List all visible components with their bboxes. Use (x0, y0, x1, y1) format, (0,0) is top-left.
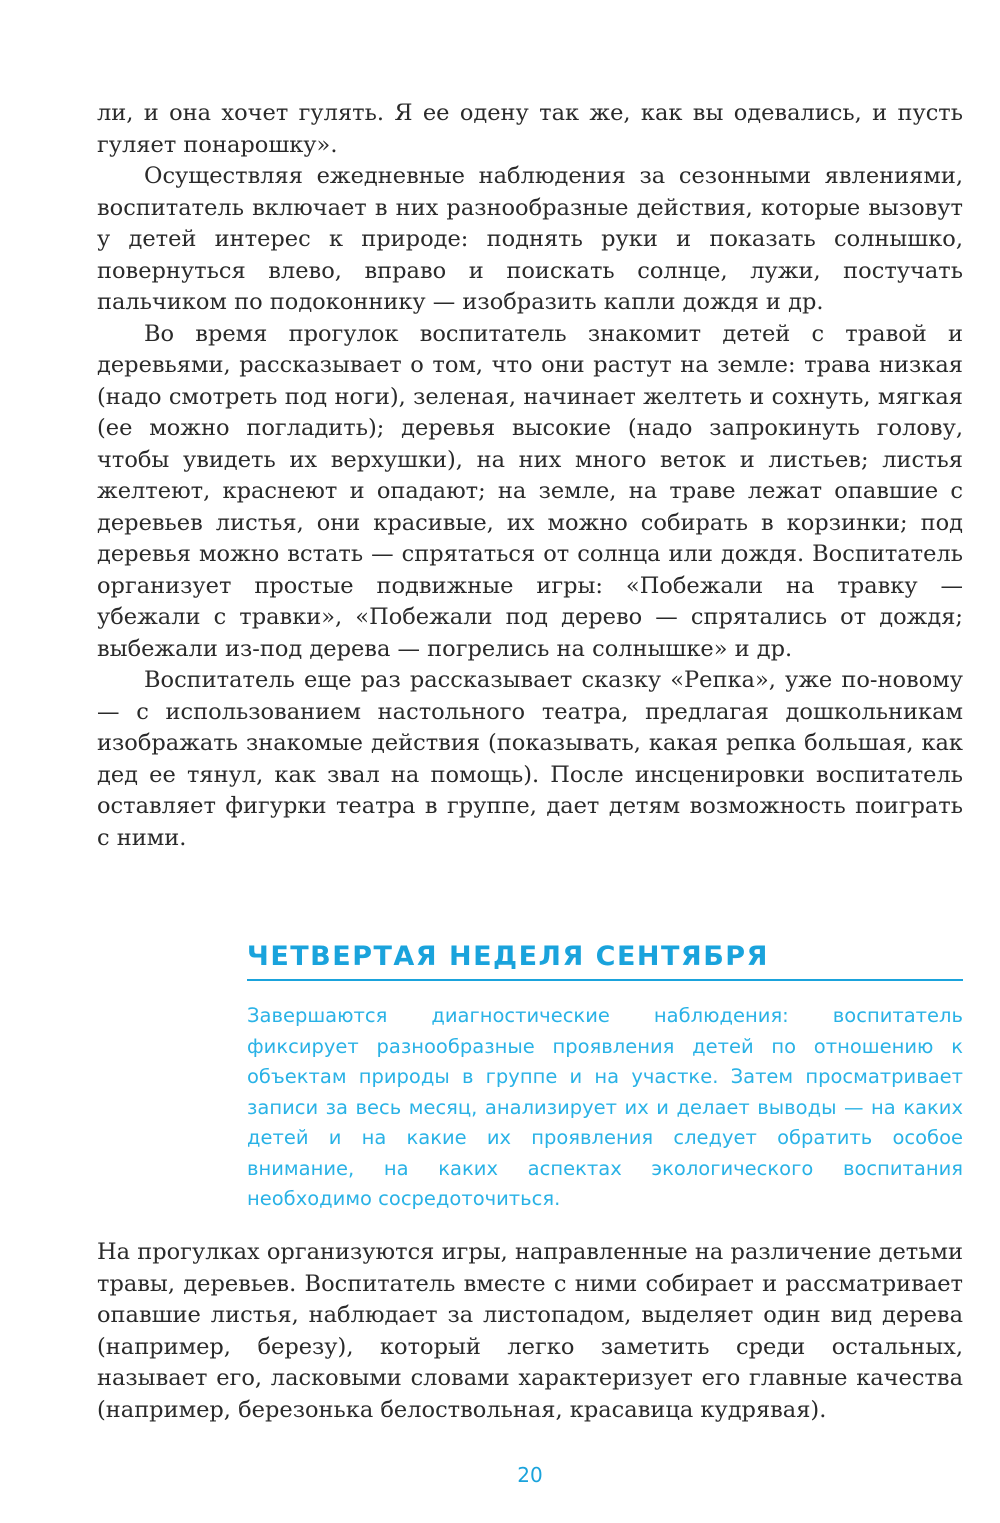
section-intro: Завершаются диагностические наблюдения: воспитатель фиксирует разнообразные проявления детей по отношению к объектам природы в группе и на участке. Затем просматривает записи за весь месяц, анализирует их и делает выводы — на каких детей и на какие их проявления следует обратить особое внимание, на каких аспектах экологического воспитания необходимо сосредоточиться. (247, 1004, 963, 1210)
paragraph-continuation: ли, и она хочет гулять. Я ее одену так же, как вы одевались, и пусть гуляет понарошку». (97, 100, 963, 158)
body-text-top (97, 98, 963, 854)
paragraph-walks: Во время прогулок воспитатель знакомит детей с травой и деревьями, рассказывает о том, что они растут на земле: трава низкая (надо смотреть под ноги), зеленая, начинает желтеть и сохнуть, мягкая (ее можно погладить); деревья высокие (надо запрокинуть голову, чтобы увидеть их верхушки), на них много веток и листьев; листья желтеют, краснеют и опадают; на земле, на траве лежат опавшие с деревьев листья, они красивые, их можно собирать в корзинки; под деревья можно встать — спрятаться от солнца или дождя. Воспитатель организует простые подвижные игры: «Побежали на травку — убежали с травки», «Побежали под дерево — спрятались от дождя; выбежали из-под дерева — погрелись на солнышке» и др. (97, 320, 963, 662)
paragraph-observations: Осуществляя ежедневные наблюдения за сезонными явлениями, воспитатель включает в них разнообразные действия, которые вызовут у детей интерес к природе: поднять руки и показать солнышко, повернуться влево, вправо и поискать солнце, лужи, постучать пальчиком по подоконнику — изобразить капли дождя и др. (97, 163, 963, 315)
page-number: 20 (517, 1463, 543, 1487)
section-divider (247, 979, 963, 981)
body-text-bottom (97, 1237, 963, 1426)
paragraph-repka: Воспитатель еще раз рассказывает сказку «Репка», уже по-новому — с использованием настольного театра, предлагая дошкольникам изображать знакомые действия (показывать, какая репка большая, как дед ее тянул, как звал на помощь). После инсценировки воспитатель оставляет фигурки театра в группе, дает детям возможность поиграть с ними. (97, 667, 963, 851)
paragraph-games: На прогулках организуются игры, направленные на различение детьми травы, деревьев. Воспитатель вместе с ними собирает и рассматривает опавшие листья, наблюдает за листопадом, выделяет один вид дерева (например, березу), который легко заметить среди остальных, называет его, ласковыми словами характеризует его главные качества (например, березонька белоствольная, красавица кудрявая). (97, 1239, 963, 1423)
section-title: ЧЕТВЕРТАЯ НЕДЕЛЯ СЕНТЯБРЯ (247, 941, 769, 972)
